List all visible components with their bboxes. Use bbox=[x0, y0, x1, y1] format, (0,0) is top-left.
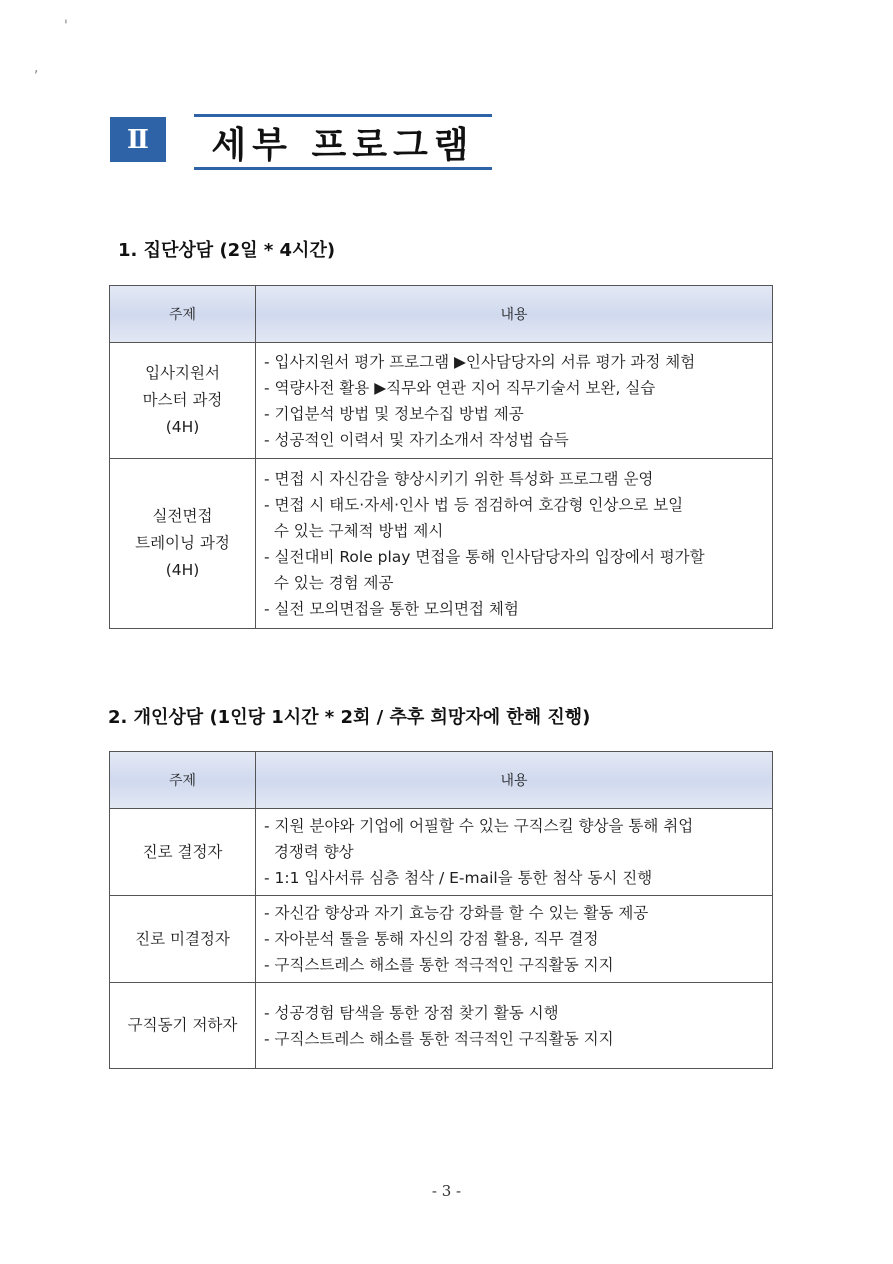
table-row bbox=[110, 896, 773, 983]
content-cell bbox=[256, 983, 773, 1069]
content-line: - 입사지원서 평가 프로그램 ▶인사담당자의 서류 평가 과정 체험 bbox=[264, 352, 696, 371]
table-header-row bbox=[110, 752, 773, 809]
header-content: 내용 bbox=[256, 752, 773, 809]
content-line: 경쟁력 향상 bbox=[264, 843, 354, 861]
topic-cell bbox=[110, 459, 256, 629]
section-title-individual-counseling: 2. 개인상담 (1인당 1시간 * 2회 / 추후 희망자에 한해 진행) bbox=[108, 707, 591, 728]
content-line: - 역량사전 활용 ▶직무와 연관 지어 직무기술서 보완, 실습 bbox=[264, 378, 656, 397]
chapter-number-badge: Ⅱ bbox=[110, 117, 166, 162]
content-line: - 면접 시 자신감을 향상시키기 위한 특성화 프로그램 운영 bbox=[264, 469, 654, 488]
content-line: - 지원 분야와 기업에 어필할 수 있는 구직스킬 향상을 통해 취업 bbox=[264, 817, 694, 835]
individual-counseling-table bbox=[109, 751, 773, 1069]
content-cell bbox=[256, 459, 773, 629]
topic-text: 진로 미결정자 bbox=[135, 929, 230, 948]
content-cell bbox=[256, 343, 773, 459]
content-line: - 실전대비 Role play 면접을 통해 인사담당자의 입장에서 평가할 bbox=[264, 547, 705, 566]
table-row bbox=[110, 343, 773, 459]
table-header-row bbox=[110, 286, 773, 343]
header-content: 내용 bbox=[256, 286, 773, 343]
topic-text: (4H) bbox=[165, 561, 200, 579]
header-topic: 주제 bbox=[110, 286, 256, 343]
content-line: 수 있는 경험 제공 bbox=[264, 573, 394, 592]
table-row bbox=[110, 459, 773, 629]
topic-text: 구직동기 저하자 bbox=[127, 1016, 238, 1034]
content-cell bbox=[256, 809, 773, 896]
content-line: - 자신감 향상과 자기 효능감 강화를 할 수 있는 활동 제공 bbox=[264, 904, 649, 922]
content-line: - 기업분석 방법 및 정보수집 방법 제공 bbox=[264, 404, 524, 423]
group-counseling-table bbox=[109, 285, 773, 629]
topic-text: 입사지원서 bbox=[145, 364, 220, 382]
content-line: - 1:1 입사서류 심층 첨삭 / E-mail을 통한 첨삭 동시 진행 bbox=[264, 869, 653, 887]
content-line: 수 있는 구체적 방법 제시 bbox=[264, 521, 444, 540]
topic-cell bbox=[110, 896, 256, 983]
chapter-title-frame bbox=[194, 114, 492, 170]
header-topic: 주제 bbox=[110, 752, 256, 809]
content-line: - 자아분석 툴을 통해 자신의 강점 활용, 직무 결정 bbox=[264, 930, 599, 948]
topic-cell bbox=[110, 343, 256, 459]
section-title-group-counseling: 1. 집단상담 (2일 * 4시간) bbox=[118, 240, 336, 261]
topic-text: 마스터 과정 bbox=[142, 391, 223, 409]
content-line: - 성공적인 이력서 및 자기소개서 작성법 습득 bbox=[264, 430, 569, 449]
content-line: - 구직스트레스 해소를 통한 적극적인 구직활동 지지 bbox=[264, 956, 614, 974]
chapter-title: 세부 프로그램 bbox=[211, 124, 475, 166]
content-cell bbox=[256, 896, 773, 983]
page-number: - 3 - bbox=[431, 1182, 462, 1200]
scan-mark: , bbox=[34, 60, 39, 76]
content-line: - 구직스트레스 해소를 통한 적극적인 구직활동 지지 bbox=[264, 1029, 614, 1048]
content-line: - 성공경험 탐색을 통한 장점 찾기 활동 시행 bbox=[264, 1003, 559, 1022]
topic-text: 진로 결정자 bbox=[142, 842, 223, 861]
content-line: - 실전 모의면접을 통한 모의면접 체험 bbox=[264, 599, 519, 618]
table-row bbox=[110, 809, 773, 896]
topic-text: 트레이닝 과정 bbox=[135, 534, 230, 552]
scan-mark: ' bbox=[64, 18, 68, 34]
topic-cell bbox=[110, 809, 256, 896]
content-line: - 면접 시 태도·자세·인사 법 등 점검하여 호감형 인상으로 보일 bbox=[264, 495, 684, 514]
topic-text: 실전면접 bbox=[152, 507, 213, 525]
topic-text: (4H) bbox=[165, 418, 200, 436]
topic-cell bbox=[110, 983, 256, 1069]
table-row bbox=[110, 983, 773, 1069]
